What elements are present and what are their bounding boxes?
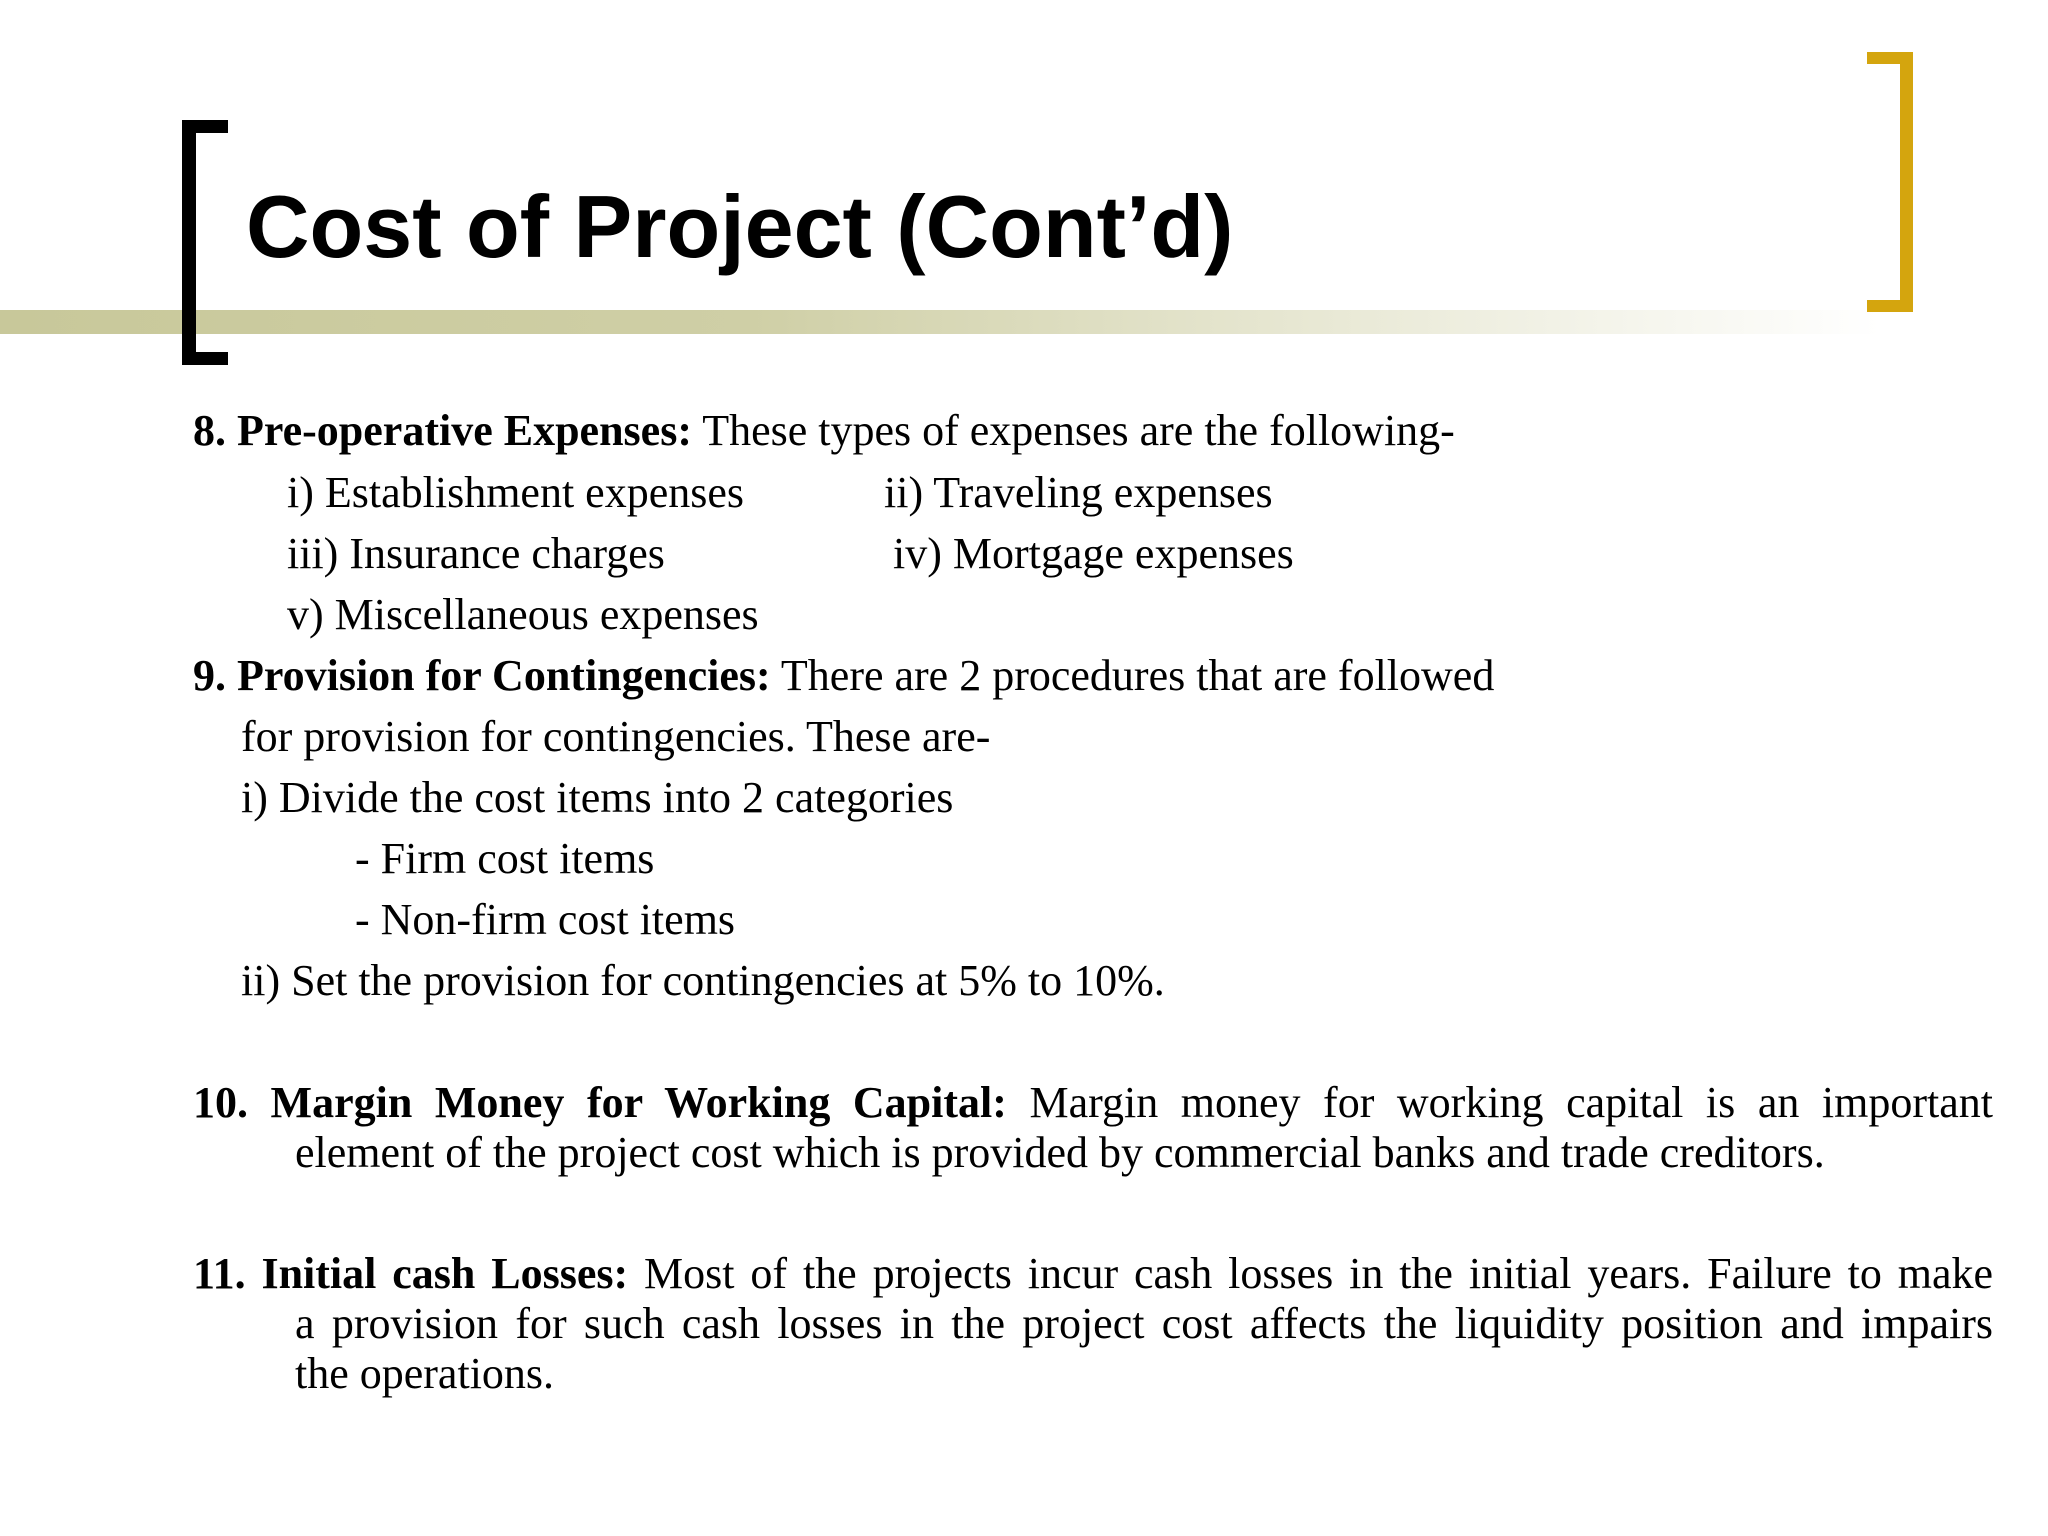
- left-bracket-decoration: [182, 120, 228, 365]
- item10-paragraph: [193, 1078, 1993, 1178]
- item9-heading: 9. Provision for Contingencies:: [193, 651, 771, 700]
- item11-line2: a provision for such cash losses in the project cost affects the liquidity position and impairs: [295, 1299, 1993, 1348]
- right-bracket-decoration: [1867, 52, 1913, 312]
- item8-heading: 8. Pre-operative Expenses:: [193, 406, 692, 455]
- list-item: iii) Insurance charges: [287, 529, 665, 578]
- item11-text: Most of the projects incur cash losses in the initial years. Failure to make: [628, 1249, 1993, 1298]
- item11-line1: [193, 1249, 1993, 1299]
- item10-line1: [193, 1078, 1993, 1128]
- item8-text: These types of expenses are the following-: [691, 406, 1455, 455]
- item10-heading: 10. Margin Money for Working Capital:: [193, 1078, 1007, 1127]
- item9-sub1: - Firm cost items: [355, 834, 655, 883]
- item9-step2: ii) Set the provision for contingencies at 5% to 10%.: [241, 956, 1165, 1005]
- item10-line2: element of the project cost which is provided by commercial banks and trade creditors.: [295, 1128, 1825, 1177]
- list-item: ii) Traveling expenses: [884, 468, 1273, 517]
- item9-text: There are 2 procedures that are followed: [770, 651, 1495, 700]
- item11-heading: 11. Initial cash Losses:: [193, 1249, 629, 1298]
- list-item: iv) Mortgage expenses: [893, 529, 1294, 578]
- item9-line2: for provision for contingencies. These are-: [241, 712, 991, 761]
- list-item: i) Establishment expenses: [287, 468, 745, 517]
- item10-text: Margin money for working capital is an important: [1006, 1078, 1993, 1127]
- item11-line3: the operations.: [295, 1349, 555, 1398]
- item9-step1: i) Divide the cost items into 2 categories: [241, 773, 954, 822]
- header-band: [0, 310, 1880, 334]
- item9-line: [193, 649, 1494, 703]
- item8-line: [193, 404, 1455, 458]
- item11-paragraph: [193, 1249, 1993, 1399]
- item9-sub2: - Non-firm cost items: [355, 895, 736, 944]
- list-item: v) Miscellaneous expenses: [287, 590, 759, 639]
- slide-title: Cost of Project (Cont’d): [246, 177, 1234, 276]
